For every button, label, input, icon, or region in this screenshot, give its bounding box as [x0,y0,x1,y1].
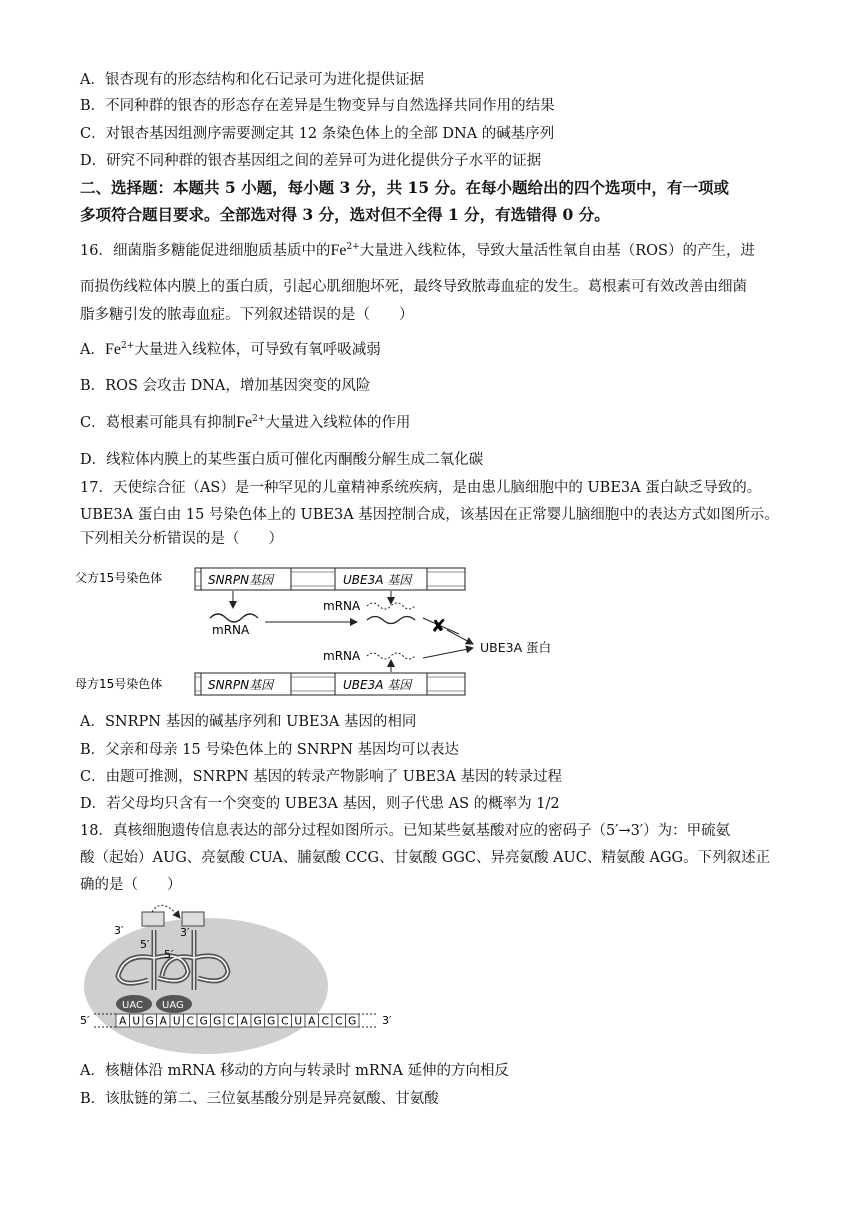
amino-acid-1 [142,912,164,926]
q16-stem-line1 [80,241,755,261]
trna-left-3-prime: 3′ [114,924,124,937]
snrpn-mrna-label: mRNA [212,623,250,637]
mrna-base: U [132,1015,141,1028]
section2-heading-line1: 二、选择题：本题共 5 小题，每小题 3 分，共 15 分。在每小题给出的四个选项中，有一项或 [80,178,730,197]
maternal-ube3a-label: UBE3A 基因 [343,678,412,692]
paternal-mrna-label: mRNA [323,599,361,613]
amino-acid-2 [182,912,204,926]
mrna-base: A [308,1015,316,1028]
mrna-base: G [145,1015,154,1028]
ube3a-protein-label: UBE3A 蛋白 [480,640,552,655]
q15-option-d: D．研究不同种群的银杏基因组之间的差异可为进化提供分子水平的证据 [80,153,542,169]
q16-stem-part1: 16．细菌脂多糖能促进细胞质基质中的 [80,243,331,259]
q16-option-d: D．线粒体内膜上的某些蛋白质可催化丙酮酸分解生成二氧化碳 [80,452,484,468]
mrna-base: U [294,1015,303,1028]
mrna-base: C [321,1015,329,1028]
q16-stem-part2: 大量进入线粒体，导致大量活性氧自由基（ROS）的产生，进 [359,243,755,259]
fe-charge: 2+ [346,242,360,252]
mrna-base: G [213,1015,222,1028]
fe-charge: 2+ [120,341,135,351]
maternal-chromosome-label: 母方15号染色体 [75,677,163,691]
q16-stem-line3: 脂多糖引发的脓毒血症。下列叙述错误的是（ ） [80,307,414,323]
q17-option-a: A．SNRPN 基因的碱基序列和 UBE3A 基因的相同 [80,714,417,730]
q17-stem-line2: UBE3A 蛋白由 15 号染色体上的 UBE3A 基因控制合成，该基因在正常婴儿脑细胞中的表达方式如图所示。 [80,507,779,523]
q16-a-prefix: A． [80,342,105,358]
mrna-base: A [159,1015,167,1028]
maternal-ube3a-mrna [367,653,415,659]
q18-stem-line2: 酸（起始）AUG、亮氨酸 CUA、脯氨酸 CCG、甘氨酸 GGC、异亮氨酸 AUC、精氨酸 AGG。下列叙述正 [80,850,771,866]
mrna-base: G [348,1015,357,1028]
q17-option-d: D．若父母均只含有一个突变的 UBE3A 基因，则子代患 AS 的概率为 1/2 [80,796,560,812]
q17-stem-line3: 下列相关分析错误的是（ ） [80,531,283,547]
q18-stem-line1: 18．真核细胞遗传信息表达的部分过程如图所示。已知某些氨基酸对应的密码子（5′→3′）为：甲硫氨 [80,823,731,839]
q17-figure [75,560,475,702]
mrna-base: G [253,1015,262,1028]
mrna-base: A [240,1015,248,1028]
q17-option-b: B．父亲和母亲 15 号染色体上的 SNRPN 基因均可以表达 [80,742,460,758]
mrna-5-prime-end: 5′ [80,1014,90,1027]
q16-option-a [80,340,381,360]
q17-stem-line1: 17．天使综合征（AS）是一种罕见的儿童精神系统疾病，是由患儿脑细胞中的 UBE3A 蛋白缺乏导致的。 [80,480,762,496]
mrna-base: C [227,1015,235,1028]
q18-ribosome-figure [76,900,406,1056]
snrpn-mrna [210,614,258,622]
mrna-base: A [119,1015,127,1028]
ribosome [84,918,328,1054]
trna-left-5-prime: 5′ [140,938,150,951]
trna-right-3-prime: 3′ [180,926,190,939]
blocked-mark-icon: ✘ [431,616,447,637]
mrna-base: C [281,1015,289,1028]
q18-option-b: B．该肽链的第二、三位氨基酸分别是异亮氨酸、甘氨酸 [80,1091,439,1107]
paternal-ube3a-mrna [367,617,415,624]
q15-option-c: C．对银杏基因组测序需要测定其 12 条染色体上的全部 DNA 的碱基序列 [80,126,555,142]
q16-stem-line2: 而损伤线粒体内膜上的蛋白质，引起心肌细胞坏死，最终导致脓毒血症的发生。葛根素可有效改善由细菌 [80,279,747,295]
q15-option-a: A．银杏现有的形态结构和化石记录可为进化提供证据 [80,72,424,88]
fe-symbol: Fe [104,341,121,358]
maternal-snrpn-label: SNRPN基因 [208,678,274,692]
maternal-mrna-label: mRNA [323,649,361,663]
q16-c-text: 大量进入线粒体的作用 [265,415,411,431]
mrna-strand [116,1014,359,1028]
mrna-base: C [186,1015,194,1028]
fe-symbol: Fe [330,242,347,259]
q15-option-b: B．不同种群的银杏的形态存在差异是生物变异与自然选择共同作用的结果 [80,98,555,114]
section2-heading-line2: 多项符合题目要求。全部选对得 3 分，选对但不全得 1 分，有选错得 0 分。 [80,205,610,224]
paternal-ube3a-label: UBE3A 基因 [343,573,412,587]
fe-symbol: Fe [236,414,253,431]
mrna-3-prime-end: 3′ [382,1014,392,1027]
mrna-base: C [335,1015,343,1028]
q17-option-c: C．由题可推测，SNRPN 基因的转录产物影响了 UBE3A 基因的转录过程 [80,769,563,785]
fe-charge: 2+ [252,414,266,424]
trna-right-5-prime: 5′ [164,948,174,961]
q16-option-b: B．ROS 会攻击 DNA，增加基因突变的风险 [80,378,371,394]
paternal-snrpn-label: SNRPN基因 [208,573,274,587]
anticodon-2: UAG [162,1000,184,1011]
q16-c-prefix: C．葛根素可能具有抑制 [80,415,237,431]
mrna-base: G [199,1015,208,1028]
q18-option-a: A．核糖体沿 mRNA 移动的方向与转录时 mRNA 延伸的方向相反 [80,1063,510,1079]
mrna-base: G [267,1015,276,1028]
mrna-base: U [172,1015,181,1028]
q16-a-text: 大量进入线粒体，可导致有氧呼吸减弱 [134,342,381,358]
q16-option-c [80,413,410,433]
anticodon-1: UAC [122,1000,143,1011]
paternal-chromosome-label: 父方15号染色体 [75,571,163,585]
q18-stem-line3: 确的是（ ） [80,877,182,893]
